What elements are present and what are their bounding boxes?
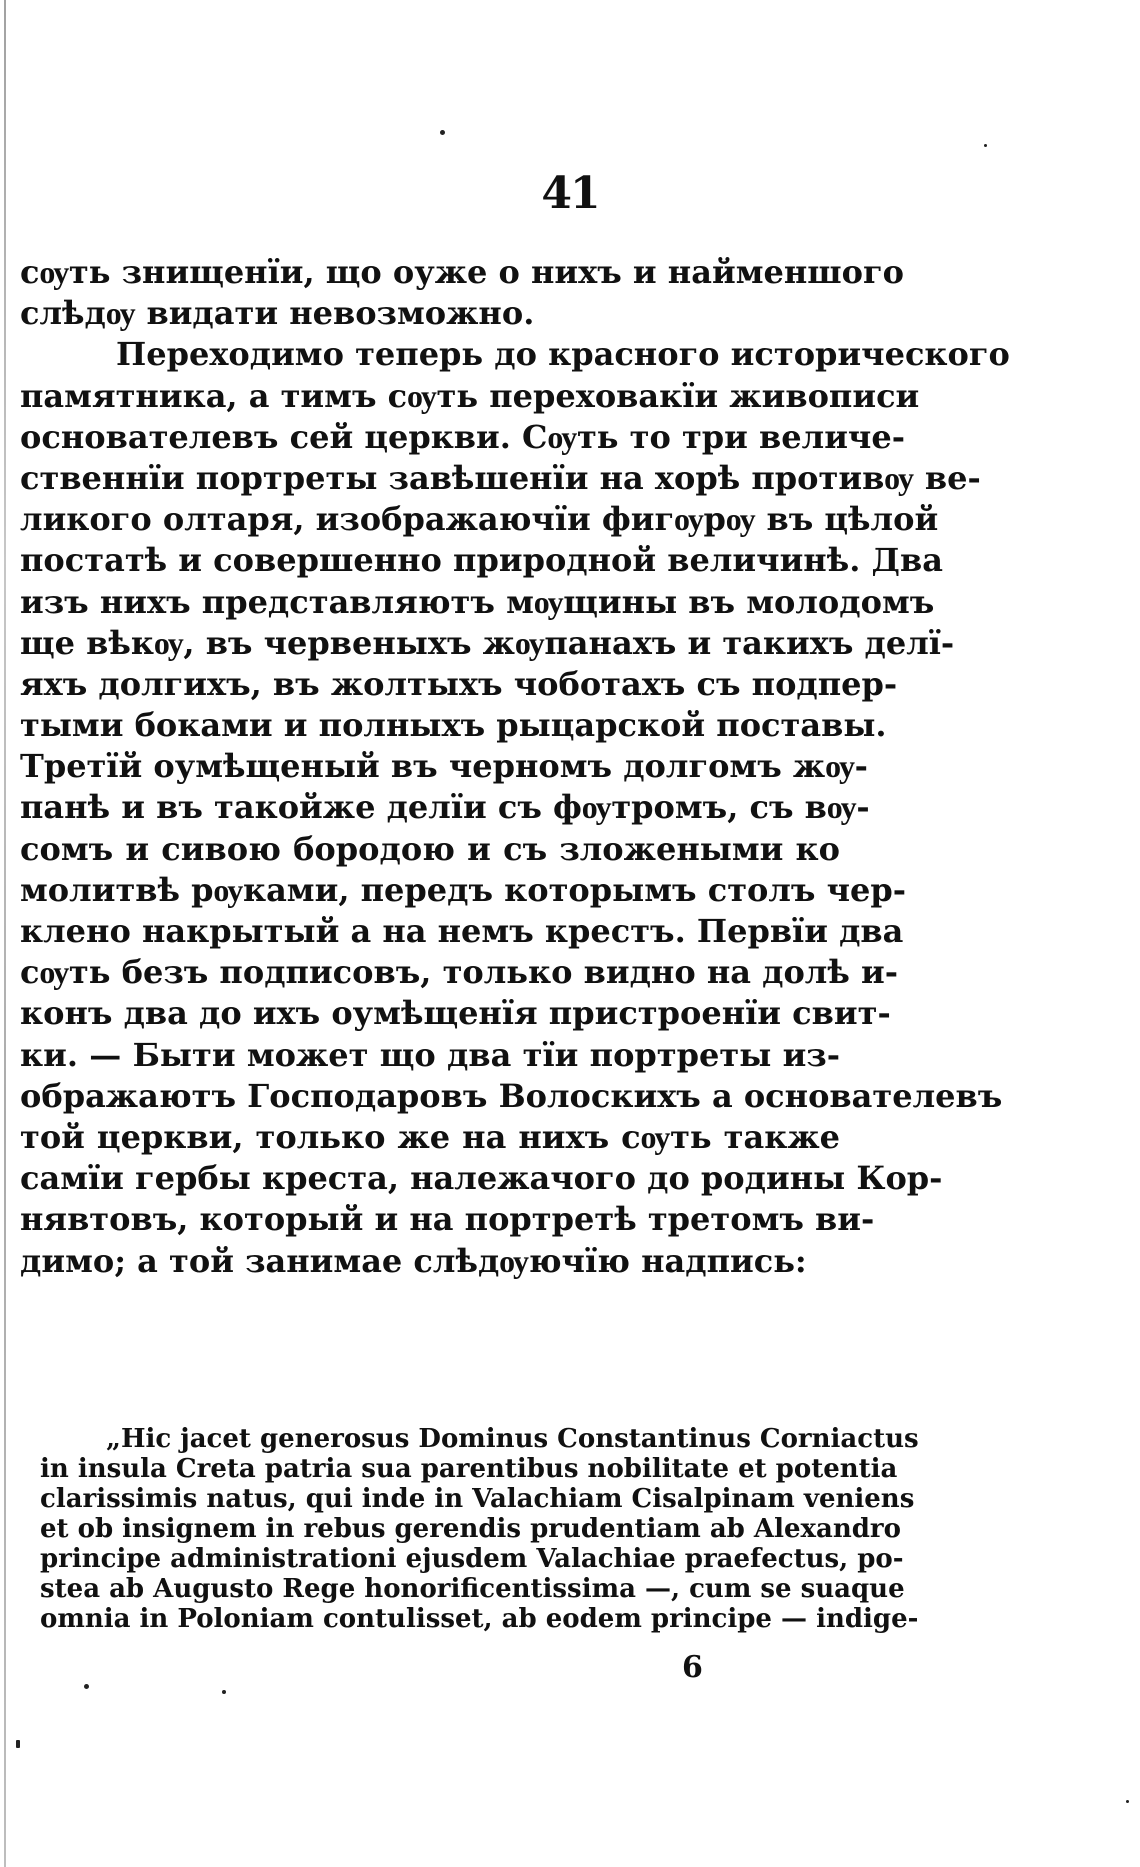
body-line: димо; а той занимае слѣдѹючїю надпись: — [20, 1241, 807, 1280]
page-edge-shadow — [4, 0, 6, 1867]
print-speck — [84, 1684, 89, 1689]
body-line: слѣдѹ видати невозможно. — [20, 294, 535, 333]
latin-line: et ob insignem in rebus gerendis prudentiam ab Alexandro — [40, 1514, 901, 1544]
latin-line: in insula Creta patria sua parentibus nobilitate et potentia — [40, 1454, 898, 1484]
body-line: сомъ и сивою бородою и съ зложеными ко — [20, 829, 840, 868]
body-line: нявтовъ, который и на портретѣ третомъ ви- — [20, 1200, 875, 1239]
signature-mark — [682, 1650, 703, 1685]
body-line: сѹть безъ подписовъ, только видно на долѣ и- — [20, 953, 898, 992]
print-speck — [440, 130, 445, 135]
signature-text: 6 — [682, 1650, 703, 1685]
body-line: тыми боками и полныхъ рыцарской поставы. — [20, 706, 887, 745]
print-speck — [16, 1740, 20, 1748]
latin-line: stea ab Augusto Rege honorificentissima —, cum se suaque — [40, 1574, 905, 1604]
page-number — [0, 168, 1140, 219]
body-line: основателевъ сей церкви. Сѹть то три величе- — [20, 417, 905, 456]
latin-line: omnia in Poloniam contulisset, ab eodem principe — indige- — [40, 1604, 919, 1634]
body-line: постатѣ и совершенно природной величинѣ. Два — [20, 541, 943, 580]
print-speck — [1126, 1800, 1129, 1803]
body-line: клено накрытый а на немъ крестъ. Первїи два — [20, 912, 904, 950]
body-line: ки. — Быти может що два тїи портреты из- — [20, 1035, 840, 1074]
body-line: Переходимо теперь до красного исторического — [116, 335, 1010, 374]
body-line: панѣ и въ такойже делїи съ фѹтромъ, съ вѹ- — [20, 788, 870, 827]
print-speck — [222, 1690, 226, 1694]
body-line: изъ нихъ представляютъ мѹщины въ молодомъ — [20, 582, 935, 621]
latin-line: „Hic jacet generosus Dominus Constantinus Corniactus — [106, 1424, 919, 1454]
body-line: конъ два до ихъ оумѣщенїя пристроенїи свит- — [20, 994, 891, 1033]
print-speck — [984, 144, 987, 147]
latin-line: principe administrationi ejusdem Valachiae praefectus, po- — [40, 1544, 904, 1574]
body-line: самїи гербы креста, належачого до родины Кор- — [20, 1159, 943, 1198]
body-line: ще вѣкѹ, въ червеныхъ жѹпанахъ и такихъ делї- — [20, 623, 955, 662]
body-line: той церкви, только же на нихъ сѹть также — [20, 1117, 840, 1156]
page-number-text: 41 — [541, 168, 599, 219]
body-line: ственнїи портреты завѣшенїи на хорѣ противѹ ве- — [20, 458, 981, 497]
latin-inscription — [40, 1424, 919, 1634]
body-line: молитвѣ рѹками, передъ которымъ столъ чер- — [20, 870, 907, 909]
latin-line: clarissimis natus, qui inde in Valachiam Cisalpinam veniens — [40, 1484, 915, 1514]
body-line: Третїй оумѣщеный въ черномъ долгомъ жѹ- — [20, 747, 868, 786]
body-line: памятника, а тимъ сѹть переховакїи живописи — [20, 376, 920, 415]
body-line: ликого олтаря, изображаючїи фигѹрѹ въ цѣлой — [20, 500, 939, 539]
body-line: яхъ долгихъ, въ жолтыхъ чоботахъ съ подпер- — [20, 664, 898, 703]
body-line: ображаютъ Господаровъ Волоскихъ а основателевъ — [20, 1076, 1003, 1115]
body-line: сѹть знищенїи, що оуже о нихъ и найменшого — [20, 253, 904, 291]
body-text — [20, 252, 1010, 1282]
